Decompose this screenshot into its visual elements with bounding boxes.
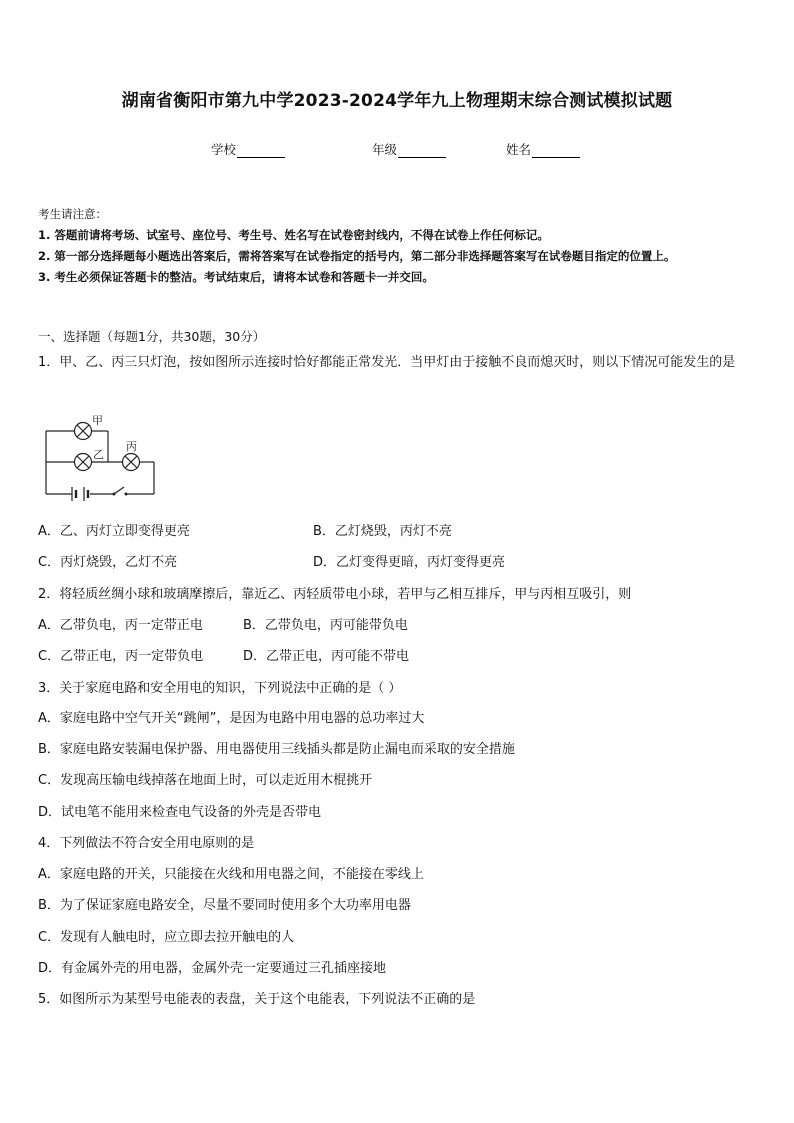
school-field[interactable] xyxy=(211,140,285,158)
name-label: 姓名 xyxy=(506,142,532,157)
grade-blank[interactable] xyxy=(398,144,446,158)
question-1-circuit-diagram xyxy=(42,415,162,503)
q2-option-b[interactable]: B．乙带负电，丙可能带负电 xyxy=(243,618,408,633)
question-1-stem: 1．甲、乙、丙三只灯泡，按如图所示连接时恰好都能正常发光．当甲灯由于接触不良而熄灭时，则以下情况可能发生的是 xyxy=(38,355,736,370)
q4-option-c[interactable]: C．发现有人触电时，应立即去拉开触电的人 xyxy=(38,930,295,945)
section-heading: 一、选择题（每题1分，共30题，30分） xyxy=(38,329,266,344)
q2-option-c[interactable]: C．乙带正电，丙一定带负电 xyxy=(38,649,204,664)
lamp-jia-label: 甲 xyxy=(92,415,103,427)
school-label: 学校 xyxy=(211,142,237,157)
grade-label: 年级 xyxy=(372,142,398,157)
q3-option-a[interactable]: A．家庭电路中空气开关“跳闸”，是因为电路中用电器的总功率过大 xyxy=(38,711,425,726)
notice-heading: 考生请注意： xyxy=(38,207,107,221)
q2-option-a[interactable]: A．乙带负电，丙一定带正电 xyxy=(38,618,203,633)
school-blank[interactable] xyxy=(237,144,285,158)
q1-option-c[interactable]: C．丙灯烧毁，乙灯不亮 xyxy=(38,555,178,570)
q4-option-d[interactable]: D．有金属外壳的用电器，金属外壳一定要通过三孔插座接地 xyxy=(38,961,387,976)
q2-option-d[interactable]: D．乙带正电，丙可能不带电 xyxy=(243,649,410,664)
q3-option-c[interactable]: C．发现高压输电线掉落在地面上时，可以走近用木棍挑开 xyxy=(38,773,373,788)
lamp-bing-label: 丙 xyxy=(126,440,137,453)
q4-option-a[interactable]: A．家庭电路的开关，只能接在火线和用电器之间，不能接在零线上 xyxy=(38,867,424,882)
q1-option-b[interactable]: B．乙灯烧毁，丙灯不亮 xyxy=(313,524,452,539)
exam-notice xyxy=(38,204,768,288)
notice-rule-3: 3. 考生必须保证答题卡的整洁。考试结束后，请将本试卷和答题卡一并交回。 xyxy=(38,270,434,284)
grade-field[interactable] xyxy=(372,140,446,158)
notice-rule-1: 1. 答题前请将考场、试室号、座位号、考生号、姓名写在试卷密封线内，不得在试卷上作任何标记。 xyxy=(38,228,549,242)
q3-option-b[interactable]: B．家庭电路安装漏电保护器、用电器使用三线插头都是防止漏电而采取的安全措施 xyxy=(38,742,515,757)
name-field[interactable] xyxy=(506,140,580,158)
q3-option-d[interactable]: D．试电笔不能用来检查电气设备的外壳是否带电 xyxy=(38,805,322,820)
page-title: 湖南省衡阳市第九中学2023-2024学年九上物理期末综合测试模拟试题 xyxy=(121,91,673,111)
q4-option-b[interactable]: B．为了保证家庭电路安全，尽量不要同时使用多个大功率用电器 xyxy=(38,898,411,913)
question-4-stem: 4．下列做法不符合安全用电原则的是 xyxy=(38,836,255,851)
lamp-yi-label: 乙 xyxy=(93,448,104,461)
q1-option-d[interactable]: D．乙灯变得更暗，丙灯变得更亮 xyxy=(313,555,506,570)
question-5-stem: 5．如图所示为某型号电能表的表盘，关于这个电能表，下列说法不正确的是 xyxy=(38,992,476,1007)
name-blank[interactable] xyxy=(532,144,580,158)
question-2-stem: 2．将轻质丝绸小球和玻璃摩擦后，靠近乙、丙轻质带电小球，若甲与乙相互排斥，甲与丙相互吸引，则 xyxy=(38,587,632,602)
q1-option-a[interactable]: A．乙、丙灯立即变得更亮 xyxy=(38,524,190,539)
question-3-stem: 3．关于家庭电路和安全用电的知识，下列说法中正确的是（ ） xyxy=(38,681,402,696)
notice-rule-2: 2. 第一部分选择题每小题选出答案后，需将答案写在试卷指定的括号内，第二部分非选择题答案写在试卷题目指定的位置上。 xyxy=(38,249,676,263)
